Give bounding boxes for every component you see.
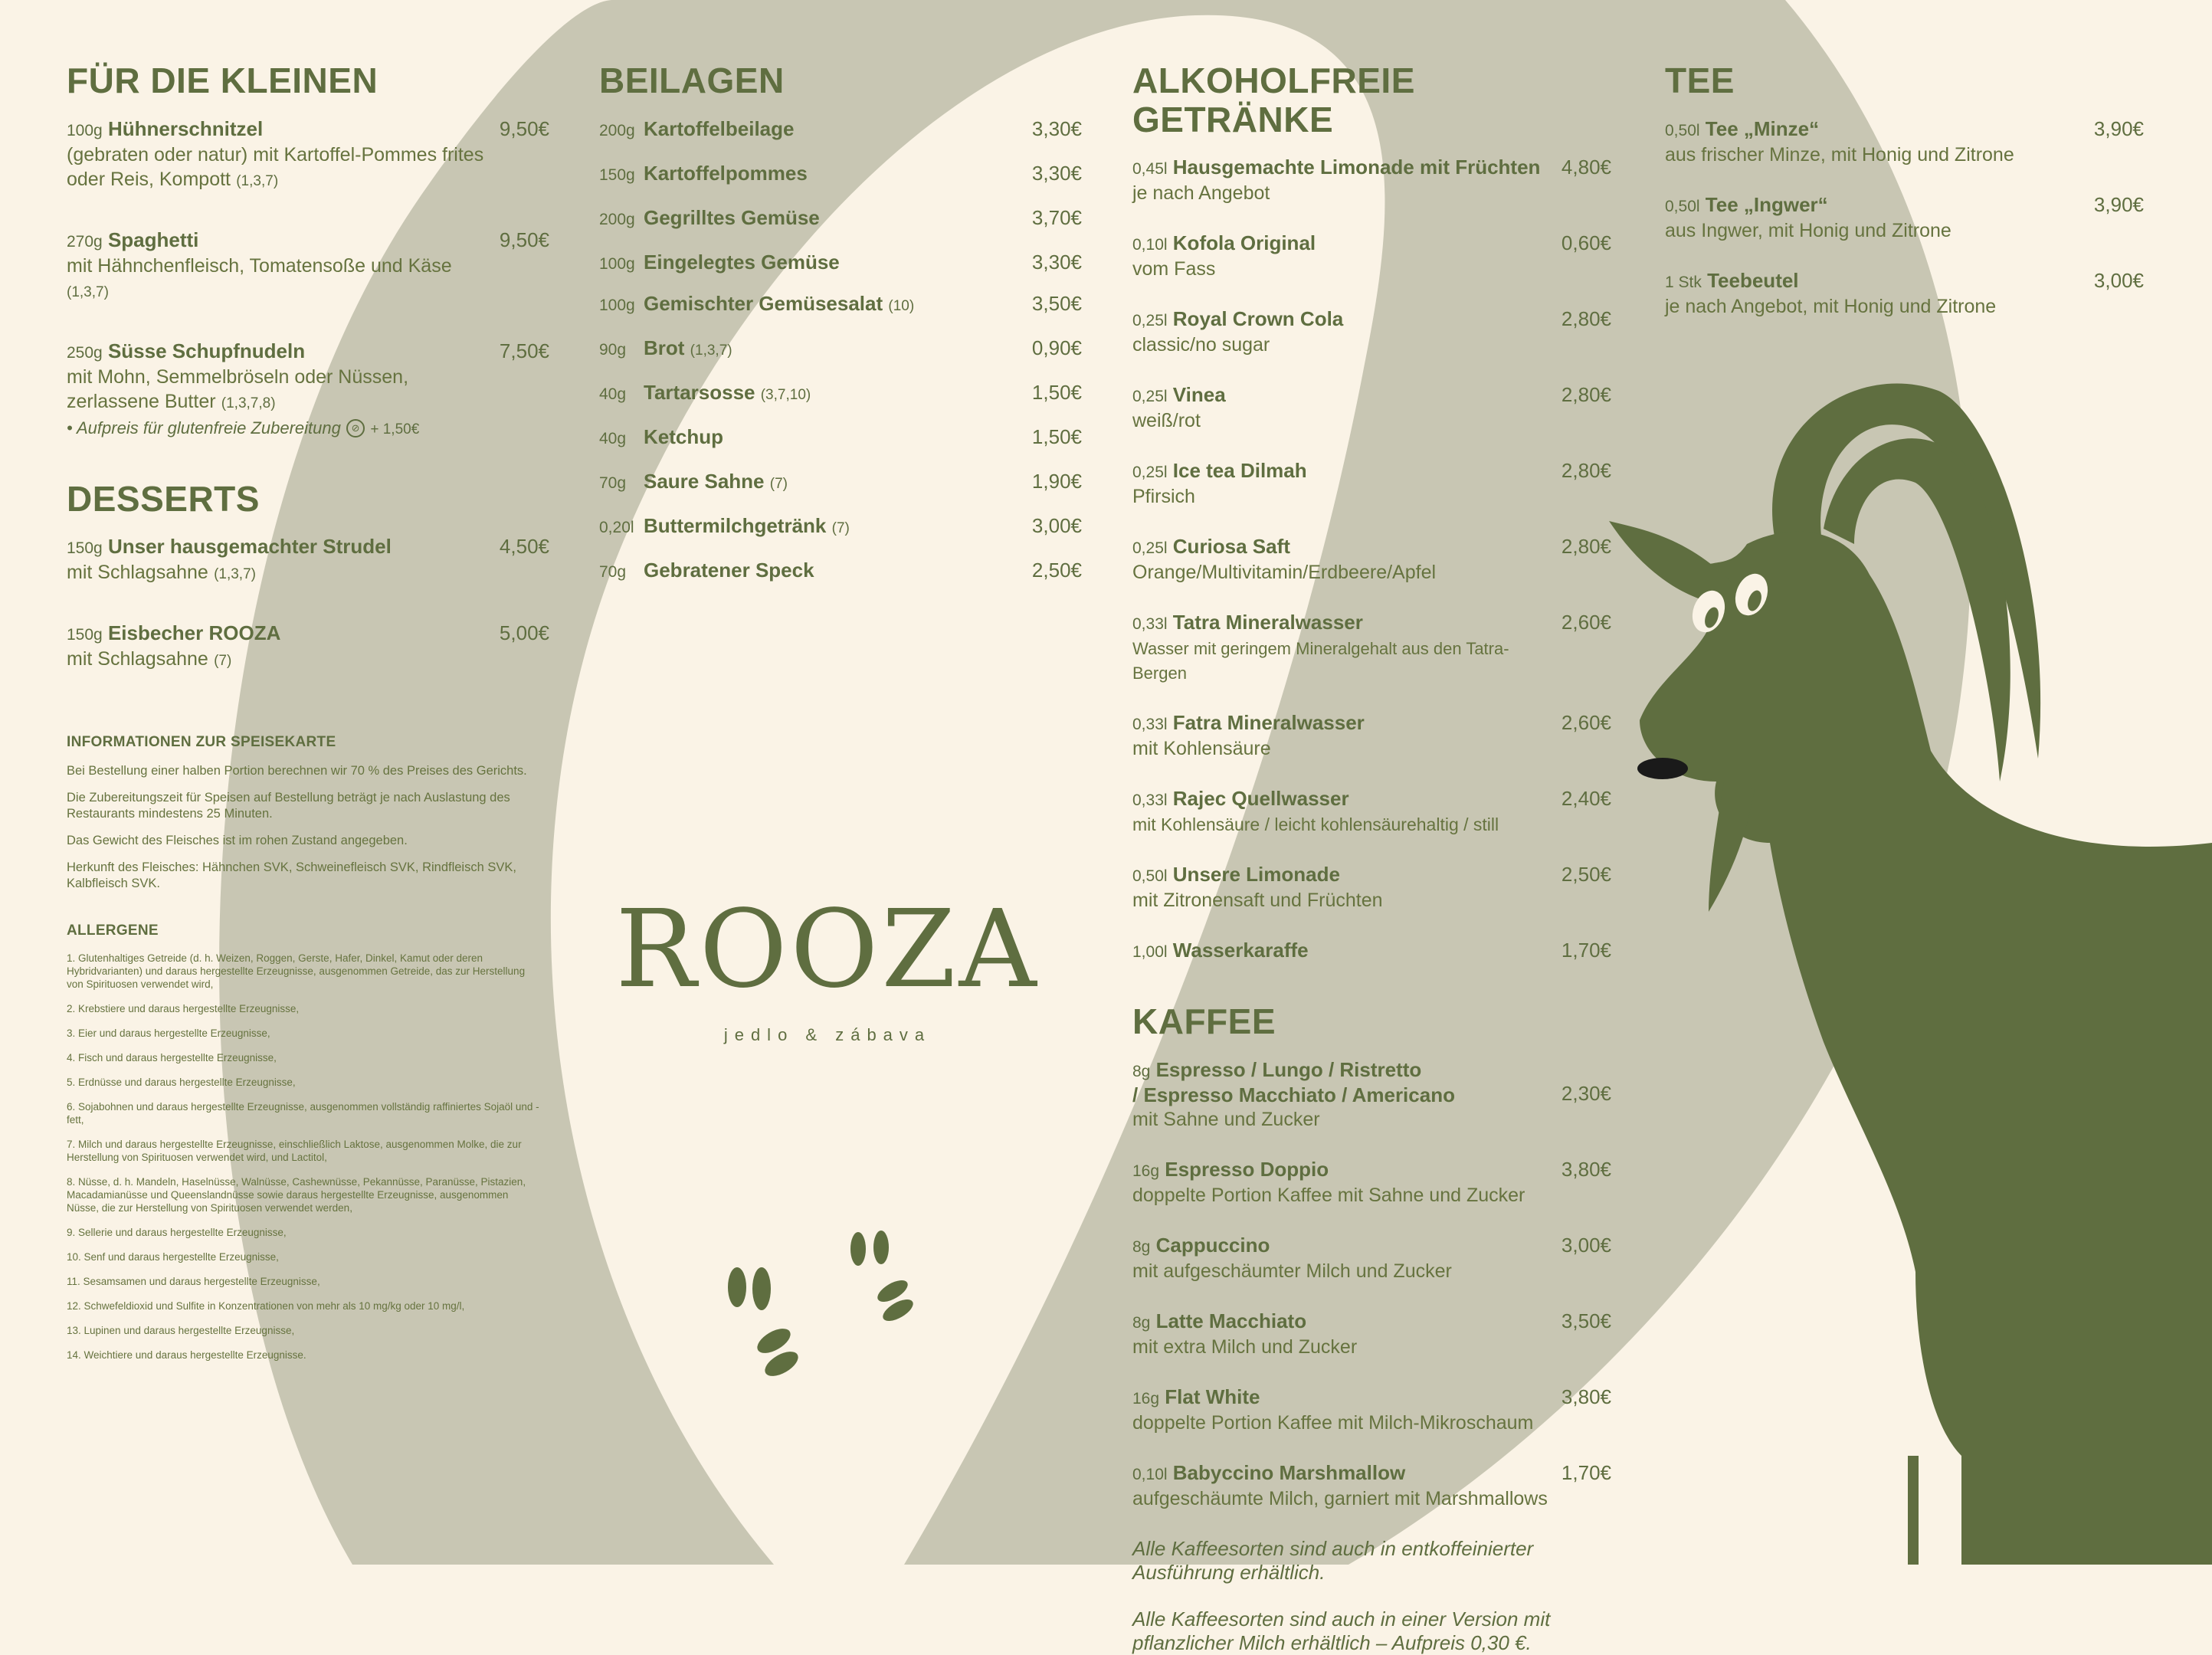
menu-item: 270g Spaghetti mit Hähnchenfleisch, Tomatensoße und Käse (1,3,7) 9,50€: [67, 228, 549, 300]
menu-item: 0,20l Buttermilchgetränk (7) 3,00€: [599, 513, 1082, 537]
price: 2,40€: [1561, 787, 1611, 811]
menu-information: [67, 734, 542, 892]
price: 1,90€: [1031, 469, 1082, 493]
allergen-line: 2. Krebstiere und daraus hergestellte Erzeugnisse,: [67, 1003, 300, 1015]
menu-item: 0,33l Tatra Mineralwasser Wasser mit geringem Mineralgehalt aus den Tatra-Bergen 2,60€: [1132, 611, 1611, 683]
decaf-note: Alle Kaffeesorten sind auch in entkoffeinierter Ausführung erhältlich.: [1132, 1536, 1534, 1584]
price: 7,50€: [499, 339, 549, 362]
menu-item: 0,25l Royal Crown Cola classic/no sugar 2,80€: [1132, 307, 1611, 356]
price: 9,50€: [499, 228, 549, 251]
goat-illustration: [1594, 352, 2212, 1565]
allergen-list: [67, 923, 542, 1362]
menu-item: 100g Eingelegtes Gemüse 3,30€: [599, 250, 1082, 274]
column-drinks-coffee: [1132, 61, 1611, 1655]
allergen-line: 12. Schwefeldioxid und Sulfite in Konzentrationen von mehr als 10 mg/kg oder 10 mg/l,: [67, 1300, 465, 1313]
menu-item: 8g Latte Macchiato mit extra Milch und Zucker 3,50€: [1132, 1309, 1611, 1358]
price: 4,80€: [1561, 156, 1611, 179]
column-kids-desserts: [67, 61, 549, 1373]
price: 3,80€: [1561, 1385, 1611, 1408]
menu-item: 0,25l Vinea weiß/rot 2,80€: [1132, 383, 1611, 432]
menu-item: 0,10l Kofola Original vom Fass 0,60€: [1132, 231, 1611, 280]
section-title-soft-drinks: ALKOHOLFREIE GETRÄNKE: [1132, 61, 1415, 139]
menu-item: 8g Cappuccino mit aufgeschäumter Milch und Zucker 3,00€: [1132, 1233, 1611, 1282]
price: 2,30€: [1561, 1081, 1611, 1105]
menu-item: 100g Gemischter Gemüsesalat (10) 3,50€: [599, 291, 1082, 315]
rooza-logo: [613, 887, 1042, 1045]
menu-item: 0,33l Rajec Quellwasser mit Kohlensäure / leicht kohlensäurehaltig / still 2,40€: [1132, 787, 1611, 835]
price: 2,50€: [1561, 863, 1611, 886]
info-line: Bei Bestellung einer halben Portion berechnen wir 70 % des Preises des Gerichts.: [67, 764, 527, 778]
allergene-title: ALLERGENE: [67, 923, 159, 939]
price: 3,90€: [2093, 192, 2144, 216]
price: 2,60€: [1561, 611, 1611, 634]
menu-item: 0,45l Hausgemachte Limonade mit Früchten je nach Angebot 4,80€: [1132, 156, 1611, 205]
price: 3,50€: [1561, 1309, 1611, 1332]
price: 3,30€: [1031, 116, 1082, 140]
menu-item: 250g Süsse Schupfnudeln mit Mohn, Semmelbröseln oder Nüssen, zerlassene Butter (1,3,7,8) • Aufpreis für glutenfreie Zubereitung ⊘ + 1,50€ 7,50€: [67, 339, 549, 438]
menu-item: 40g Ketchup 1,50€: [599, 424, 1082, 448]
allergen-line: 14. Weichtiere und daraus hergestellte Erzeugnisse.: [67, 1349, 306, 1362]
goat-leg-back: [1961, 1486, 1972, 1565]
column-sides: [599, 61, 1082, 603]
price: 3,00€: [1031, 513, 1082, 537]
info-line: Das Gewicht des Fleisches ist im rohen Zustand angegeben.: [67, 834, 408, 848]
menu-item: 90g Brot (1,3,7) 0,90€: [599, 336, 1082, 359]
allergen-line: 6. Sojabohnen und daraus hergestellte Erzeugnisse, ausgenommen vollständig raffiniertes Sojaöl und -fett,: [67, 1101, 539, 1126]
price: 0,60€: [1561, 231, 1611, 255]
price: 1,70€: [1561, 1460, 1611, 1484]
allergen-line: 4. Fisch und daraus hergestellte Erzeugnisse,: [67, 1052, 277, 1064]
section-title-desserts: DESSERTS: [67, 478, 260, 519]
price: 0,90€: [1031, 336, 1082, 359]
section-title-tea: TEE: [1665, 61, 1735, 100]
menu-item: 200g Gegrilltes Gemüse 3,70€: [599, 205, 1082, 229]
gluten-free-icon: ⊘: [346, 419, 365, 438]
price: 3,70€: [1031, 205, 1082, 229]
price: 1,50€: [1031, 424, 1082, 448]
goat-leg-front: [1908, 1456, 1919, 1565]
menu-item: 40g Tartarsosse (3,7,10) 1,50€: [599, 380, 1082, 404]
allergen-line: 1. Glutenhaltiges Getreide (d. h. Weizen, Roggen, Gerste, Hafer, Dinkel, Kamut oder deren Hybridvarianten) und daraus hergestellte Erzeugnisse, ausgenommen Getreide, das zur Herstellung von Spirituosen verwendet wird,: [67, 952, 526, 991]
menu-item: 0,25l Ice tea Dilmah Pfirsich 2,80€: [1132, 459, 1611, 508]
price: 2,80€: [1561, 307, 1611, 331]
allergen-line: 7. Milch und daraus hergestellte Erzeugnisse, einschließlich Laktose, ausgenommen Molke, die zur Herstellung von Spirituosen verwendet wird, und Lactitol,: [67, 1139, 522, 1164]
price: 1,50€: [1031, 380, 1082, 404]
price: 3,90€: [2093, 116, 2144, 140]
menu-item: 1,00l Wasserkaraffe 1,70€: [1132, 939, 1611, 962]
price: 2,80€: [1561, 535, 1611, 559]
price: 2,50€: [1031, 558, 1082, 582]
allergen-line: 11. Sesamsamen und daraus hergestellte Erzeugnisse,: [67, 1276, 320, 1288]
hoof-prints: [720, 1226, 935, 1379]
section-title-kids: FÜR DIE KLEINEN: [67, 61, 378, 100]
section-title-sides: BEILAGEN: [599, 61, 785, 100]
plant-milk-note: Alle Kaffeesorten sind auch in einer Version mit pflanzlicher Milch erhältlich – Aufpreis 0,30 €.: [1132, 1607, 1551, 1654]
goat-nose: [1637, 758, 1688, 779]
info-line: Die Zubereitungszeit für Speisen auf Bestellung beträgt je nach Auslastung des Restaurants mindestens 25 Minuten.: [67, 791, 510, 821]
price: 3,00€: [1561, 1233, 1611, 1257]
logo-subtitle: jedlo & zábava: [723, 1025, 932, 1044]
price: 2,60€: [1561, 711, 1611, 735]
menu-item: 150g Kartoffelpommes 3,30€: [599, 161, 1082, 185]
menu-item: 0,33l Fatra Mineralwasser mit Kohlensäure 2,60€: [1132, 711, 1611, 760]
price: 2,80€: [1561, 383, 1611, 407]
menu-item: 150g Eisbecher ROOZA mit Schlagsahne (7) 5,00€: [67, 621, 549, 670]
menu-item: 0,50l Unsere Limonade mit Zitronensaft und Früchten 2,50€: [1132, 863, 1611, 912]
price: 3,50€: [1031, 291, 1082, 315]
logo-wordmark: ROOZA: [615, 887, 1040, 1012]
menu-item: 0,50l Tee „Ingwer“ aus Ingwer, mit Honig und Zitrone 3,90€: [1665, 192, 2144, 241]
allergen-line: 8. Nüsse, d. h. Mandeln, Haselnüsse, Walnüsse, Cashewnüsse, Pekannüsse, Paranüsse, Pistazien, Macadamianüsse und Queenslandnüsse sowie daraus hergestellte Erzeugnisse, ausgenommen Nüsse, die zur Herstellung von Spirituosen verwendet werden,: [67, 1176, 526, 1214]
allergen-line: 13. Lupinen und daraus hergestellte Erzeugnisse,: [67, 1325, 295, 1337]
price: 3,30€: [1031, 250, 1082, 274]
info-title: INFORMATIONEN ZUR SPEISEKARTE: [67, 734, 336, 751]
price: 5,00€: [499, 621, 549, 645]
price: 3,80€: [1561, 1157, 1611, 1181]
allergen-line: 5. Erdnüsse und daraus hergestellte Erzeugnisse,: [67, 1077, 296, 1089]
menu-item: 1 Stk Teebeutel je nach Angebot, mit Honig und Zitrone 3,00€: [1665, 268, 2144, 317]
menu-item: 150g Unser hausgemachter Strudel mit Schlagsahne (1,3,7) 4,50€: [67, 535, 549, 584]
price: 1,70€: [1561, 939, 1611, 962]
menu-item: 8g Espresso / Lungo / Ristretto / Espresso Macchiato / Americano mit Sahne und Zucker 2,30€: [1132, 1057, 1611, 1130]
price: 9,50€: [499, 116, 549, 140]
menu-item: 70g Gebratener Speck 2,50€: [599, 558, 1082, 582]
menu-item: 0,10l Babyccino Marshmallow aufgeschäumte Milch, garniert mit Marshmallows 1,70€: [1132, 1460, 1611, 1509]
column-tea: [1665, 61, 2144, 345]
menu-item: 200g Kartoffelbeilage 3,30€: [599, 116, 1082, 140]
menu-item: 16g Espresso Doppio doppelte Portion Kaffee mit Sahne und Zucker 3,80€: [1132, 1157, 1611, 1206]
price: 3,30€: [1031, 161, 1082, 185]
menu-item: 70g Saure Sahne (7) 1,90€: [599, 469, 1082, 493]
price: 2,80€: [1561, 459, 1611, 483]
menu-item: 0,50l Tee „Minze“ aus frischer Minze, mit Honig und Zitrone 3,90€: [1665, 116, 2144, 166]
goat-body: [1640, 532, 2212, 1565]
allergen-line: 3. Eier und daraus hergestellte Erzeugnisse,: [67, 1027, 270, 1040]
price: 3,00€: [2093, 268, 2144, 292]
allergen-line: 10. Senf und daraus hergestellte Erzeugnisse,: [67, 1251, 279, 1263]
price: 4,50€: [499, 535, 549, 559]
allergen-line: 9. Sellerie und daraus hergestellte Erzeugnisse,: [67, 1227, 287, 1239]
gluten-free-note: • Aufpreis für glutenfreie Zubereitung: [67, 418, 341, 438]
info-line: Herkunft des Fleisches: Hähnchen SVK, Schweinefleisch SVK, Rindfleisch SVK, Kalbfleisch SVK.: [67, 860, 516, 891]
menu-item: 16g Flat White doppelte Portion Kaffee mit Milch-Mikroschaum 3,80€: [1132, 1385, 1611, 1434]
menu-item: 100g Hühnerschnitzel (gebraten oder natur) mit Kartoffel-Pommes frites oder Reis, Kompott (1,3,7) 9,50€: [67, 116, 549, 190]
menu-item: 0,25l Curiosa Saft Orange/Multivitamin/Erdbeere/Apfel 2,80€: [1132, 535, 1611, 584]
section-title-coffee: KAFFEE: [1132, 1001, 1276, 1042]
